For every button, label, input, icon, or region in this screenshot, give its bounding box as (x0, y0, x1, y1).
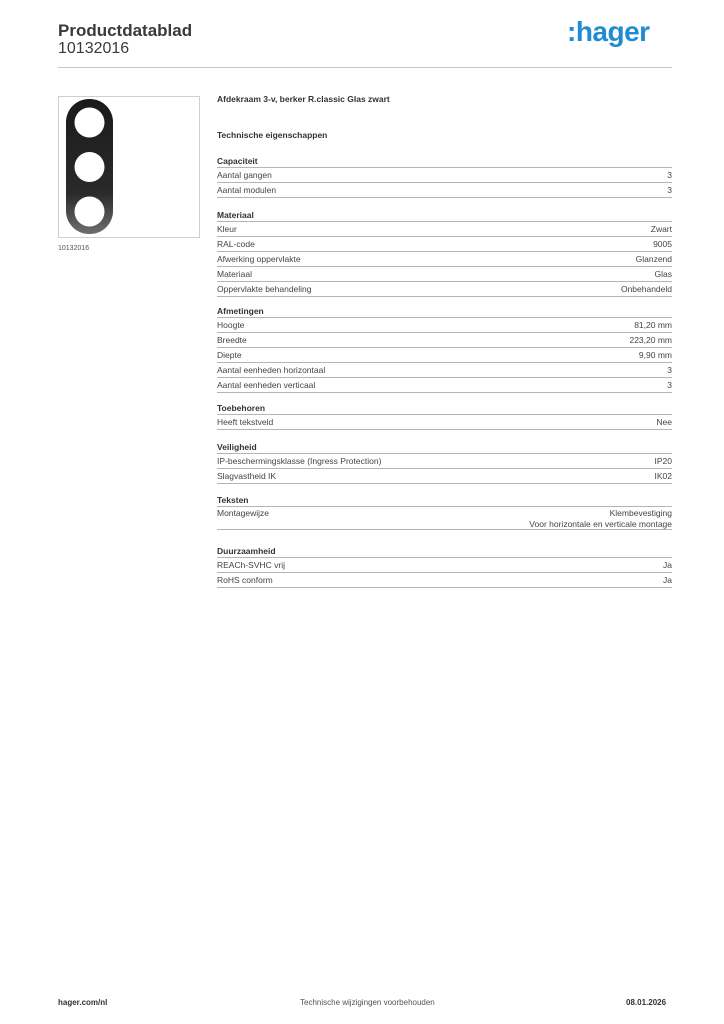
spec-value: IP20 (654, 456, 672, 466)
spec-row (217, 558, 672, 573)
spec-value (529, 508, 672, 530)
spec-value: 81,20 mm (634, 320, 672, 330)
spec-row (217, 237, 672, 252)
section-title: Teksten (217, 494, 672, 507)
spec-label: Slagvastheid IK (217, 471, 277, 481)
spec-row (217, 378, 672, 393)
spec-label: Materiaal (217, 269, 252, 279)
spec-value: 9005 (653, 239, 672, 249)
spec-row (217, 282, 672, 297)
spec-value: 3 (667, 185, 672, 195)
spec-value-line: Klembevestiging (609, 508, 672, 518)
hager-logo: :hager (567, 16, 650, 47)
page-title: Productdatablad (58, 21, 193, 40)
spec-value: Ja (663, 560, 672, 570)
spec-row (217, 348, 672, 363)
spec-label: Hoogte (217, 320, 245, 330)
spec-value: 3 (667, 380, 672, 390)
section-title: Materiaal (217, 209, 672, 222)
spec-row (217, 333, 672, 348)
spec-row (217, 267, 672, 282)
image-caption: 10132016 (58, 245, 90, 252)
section-toebehoren (217, 402, 672, 430)
spec-row (217, 363, 672, 378)
spec-row (217, 318, 672, 333)
spec-label: Kleur (217, 224, 237, 234)
spec-value: Onbehandeld (620, 284, 672, 294)
spec-label: Aantal eenheden horizontaal (217, 365, 326, 375)
spec-row (217, 507, 672, 530)
section-title: Afmetingen (217, 305, 672, 318)
footer-notice: Technische wijzigingen voorbehouden (300, 998, 435, 1007)
document-number: 10132016 (58, 40, 130, 57)
spec-row (217, 222, 672, 237)
spec-value: Nee (656, 417, 672, 427)
spec-value: 3 (667, 365, 672, 375)
spec-label: Afwerking oppervlakte (217, 254, 301, 264)
section-teksten (217, 494, 672, 530)
spec-row (217, 183, 672, 198)
spec-label: Montagewijze (217, 508, 269, 518)
spec-value: 223,20 mm (629, 335, 672, 345)
spec-row (217, 168, 672, 183)
spec-label: Diepte (217, 350, 242, 360)
spec-label: Heeft tekstveld (217, 417, 274, 427)
spec-label: RAL-code (217, 239, 255, 249)
spec-value: IK02 (654, 471, 672, 481)
spec-label: IP-beschermingsklasse (Ingress Protection) (217, 456, 382, 466)
section-title: Veiligheid (217, 441, 672, 454)
spec-row (217, 415, 672, 430)
spec-value: Glanzend (635, 254, 672, 264)
section-title: Duurzaamheid (217, 545, 672, 558)
spec-label: Aantal eenheden verticaal (217, 380, 316, 390)
spec-value: Ja (663, 575, 672, 585)
spec-label: Breedte (217, 335, 247, 345)
section-title: Capaciteit (217, 155, 672, 168)
product-image (58, 96, 200, 238)
header-divider (58, 67, 672, 68)
spec-value: 3 (667, 170, 672, 180)
spec-value-line: Voor horizontale en verticale montage (529, 519, 672, 529)
product-name: Afdekraam 3-v, berker R.classic Glas zwart (217, 94, 390, 104)
spec-label: REACh-SVHC vrij (217, 560, 286, 570)
section-title: Toebehoren (217, 402, 672, 415)
section-materiaal (217, 209, 672, 297)
section-afmetingen (217, 305, 672, 393)
spec-value: Zwart (650, 224, 672, 234)
spec-label: Aantal modulen (217, 185, 277, 195)
spec-value: Glas (654, 269, 672, 279)
section-duurzaamheid (217, 545, 672, 588)
spec-row (217, 573, 672, 588)
section-capaciteit (217, 155, 672, 198)
spec-label: Oppervlakte behandeling (217, 284, 312, 294)
spec-label: RoHS conform (217, 575, 273, 585)
spec-row (217, 454, 672, 469)
section-veiligheid (217, 441, 672, 484)
cover-frame-illustration (59, 97, 199, 237)
spec-value: 9,90 mm (638, 350, 672, 360)
spec-row (217, 469, 672, 484)
footer-website-link[interactable]: hager.com/nl (58, 998, 108, 1007)
properties-heading: Technische eigenschappen (217, 130, 328, 140)
spec-label: Aantal gangen (217, 170, 272, 180)
footer-date: 08.01.2026 (626, 998, 667, 1007)
spec-row (217, 252, 672, 267)
